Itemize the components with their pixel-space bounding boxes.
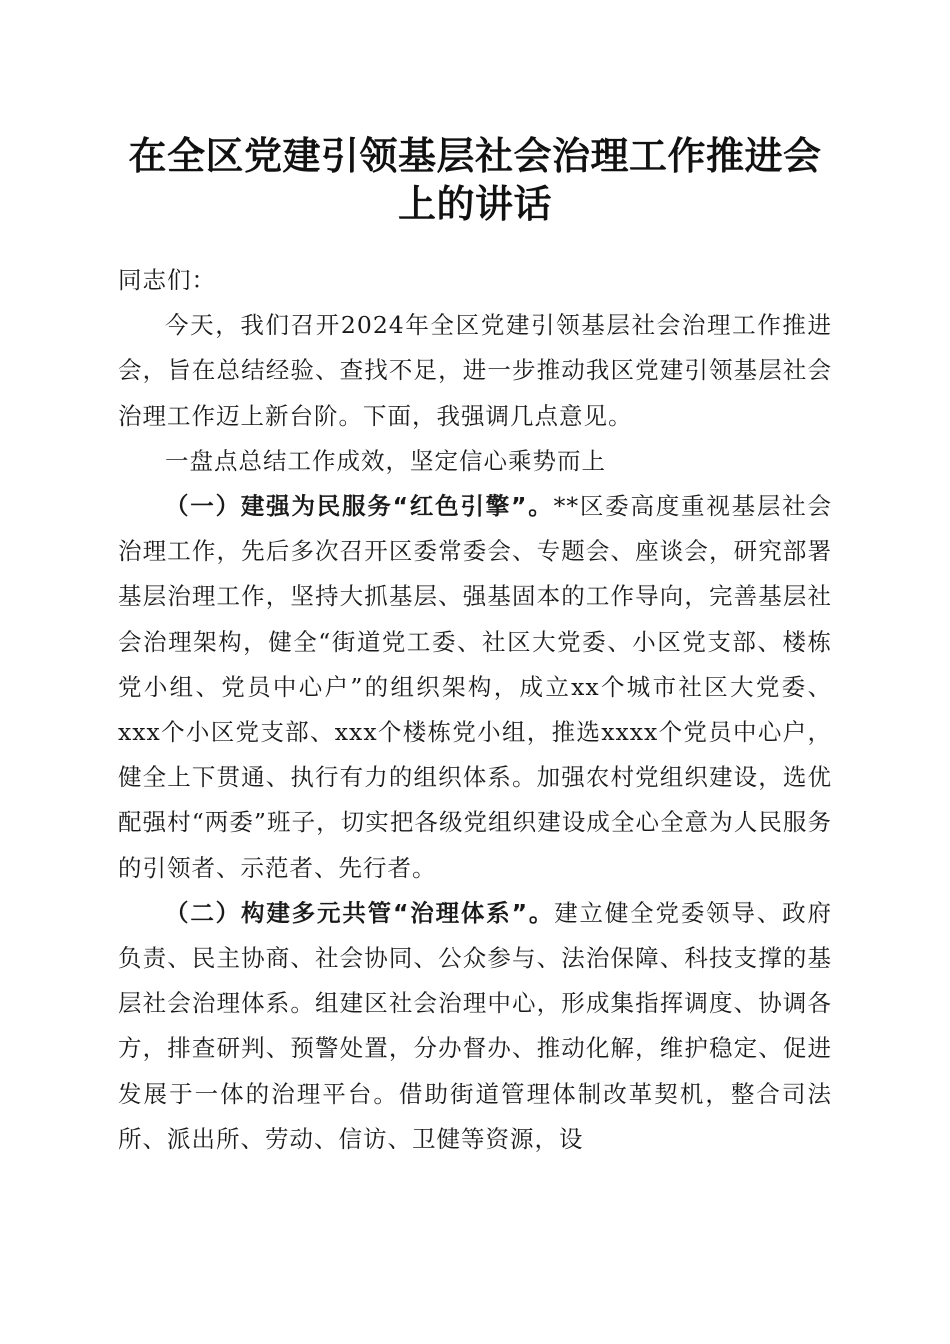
document-title: 在全区党建引领基层社会治理工作推进会上的讲话 — [128, 134, 822, 226]
document-body — [118, 258, 832, 1162]
item-2-body: 建立健全党委领导、政府负责、民主协商、社会协同、公众参与、法治保障、科技支撑的基层社会治理体系。组建区社会治理中心，形成集指挥调度、协调各方，排查研判、预警处置，分办督办、推动化解，维护稳定、促进发展于一体的治理平台。借助街道管理体制改革契机，整合司法所、派出所、劳动、信访、卫健等资源，设 — [118, 898, 832, 1153]
paragraph-item-1 — [118, 484, 832, 891]
item-1-body: **区委高度重视基层社会治理工作，先后多次召开区委常委会、专题会、座谈会，研究部署基层治理工作，坚持大抓基层、强基固本的工作导向，完善基层社会治理架构，健全“街道党工委、社区大党委、小区党支部、楼栋党小组、党员中心户”的组织架构，成立xx个城市社区大党委、xxx个小区党支部、xxx个楼栋党小组，推选xxxx个党员中心户，健全上下贯通、执行有力的组织体系。加强农村党组织建设，选优配强村“两委”班子，切实把各级党组织建设成全心全意为人民服务的引领者、示范者、先行者。 — [118, 492, 833, 882]
section-heading: 一盘点总结工作成效，坚定信心乘势而上 — [165, 446, 606, 475]
salutation: 同志们： — [118, 266, 216, 294]
paragraph-item-2 — [118, 891, 832, 1162]
intro-paragraph: 今天，我们召开2024年全区党建引领基层社会治理工作推进会，旨在总结经验、查找不足，进一步推动我区党建引领基层社会治理工作迈上新台阶。下面，我强调几点意见。 — [118, 311, 832, 430]
item-2-heading: （二）构建多元共管“治理体系”。 — [165, 898, 555, 927]
item-1-heading: （一）建强为民服务“红色引擎”。 — [165, 492, 554, 521]
